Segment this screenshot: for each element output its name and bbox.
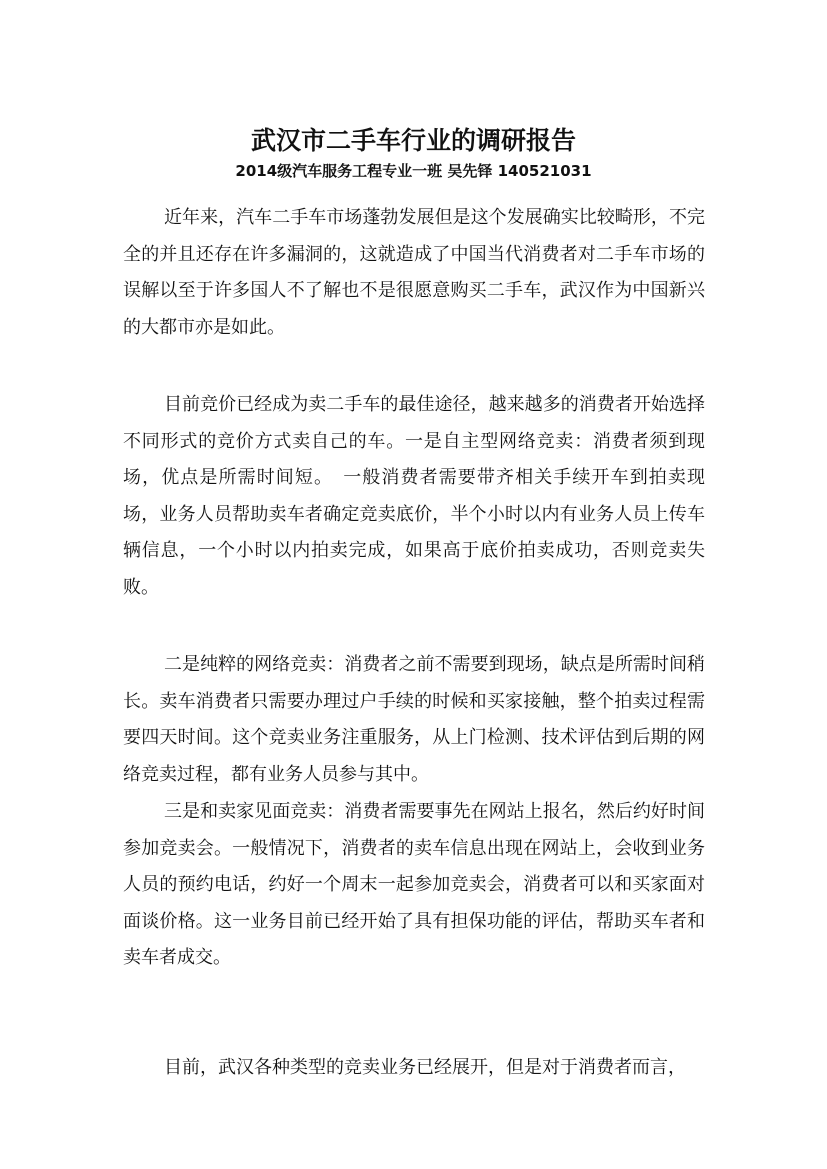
paragraph-1: 近年来，汽车二手车市场蓬勃发展但是这个发展确实比较畸形，不完全的并且还存在许多漏洞的，这就造成了中国当代消费者对二手车市场的误解以至于许多国人不了解也不是很愿意购买二手车，武汉作为中国新兴的大都市亦是如此。 (123, 207, 705, 338)
paragraph-3: 二是纯粹的网络竞卖：消费者之前不需要到现场，缺点是所需时间稍长。卖车消费者只需要办理过户手续的时候和买家接触，整个拍卖过程需要四天时间。这个竞卖业务注重服务，从上门检测、技术评估到后期的网络竞卖过程，都有业务人员参与其中。 (123, 654, 705, 785)
author-line: 2014级汽车服务工程专业一班 吴先铎 140521031 (235, 162, 592, 180)
paragraph-4: 三是和卖家见面竞卖：消费者需要事先在网站上报名，然后约好时间参加竞卖会。一般情况下，消费者的卖车信息出现在网站上，会收到业务人员的预约电话，约好一个周末一起参加竞卖会，消费者可以和买家面对面谈价格。这一业务目前已经开始了具有担保功能的评估，帮助买车者和卖车者成交。 (123, 801, 705, 968)
page-title: 武汉市二手车行业的调研报告 (250, 125, 576, 155)
paragraph-2: 目前竞价已经成为卖二手车的最佳途径，越来越多的消费者开始选择不同形式的竞价方式卖自己的车。一是自主型网络竞卖：消费者须到现场，优点是所需时间短。 一般消费者需要带齐相关手续开车到拍卖现场，业务人员帮助卖车者确定竞卖底价，半个小时以内有业务人员上传车辆信息，一个小时以内拍卖完成，如果高于底价拍卖成功，否则竞卖失败。 (123, 394, 705, 598)
paragraph-5: 目前，武汉各种类型的竞卖业务已经展开，但是对于消费者而言， (164, 1057, 686, 1078)
